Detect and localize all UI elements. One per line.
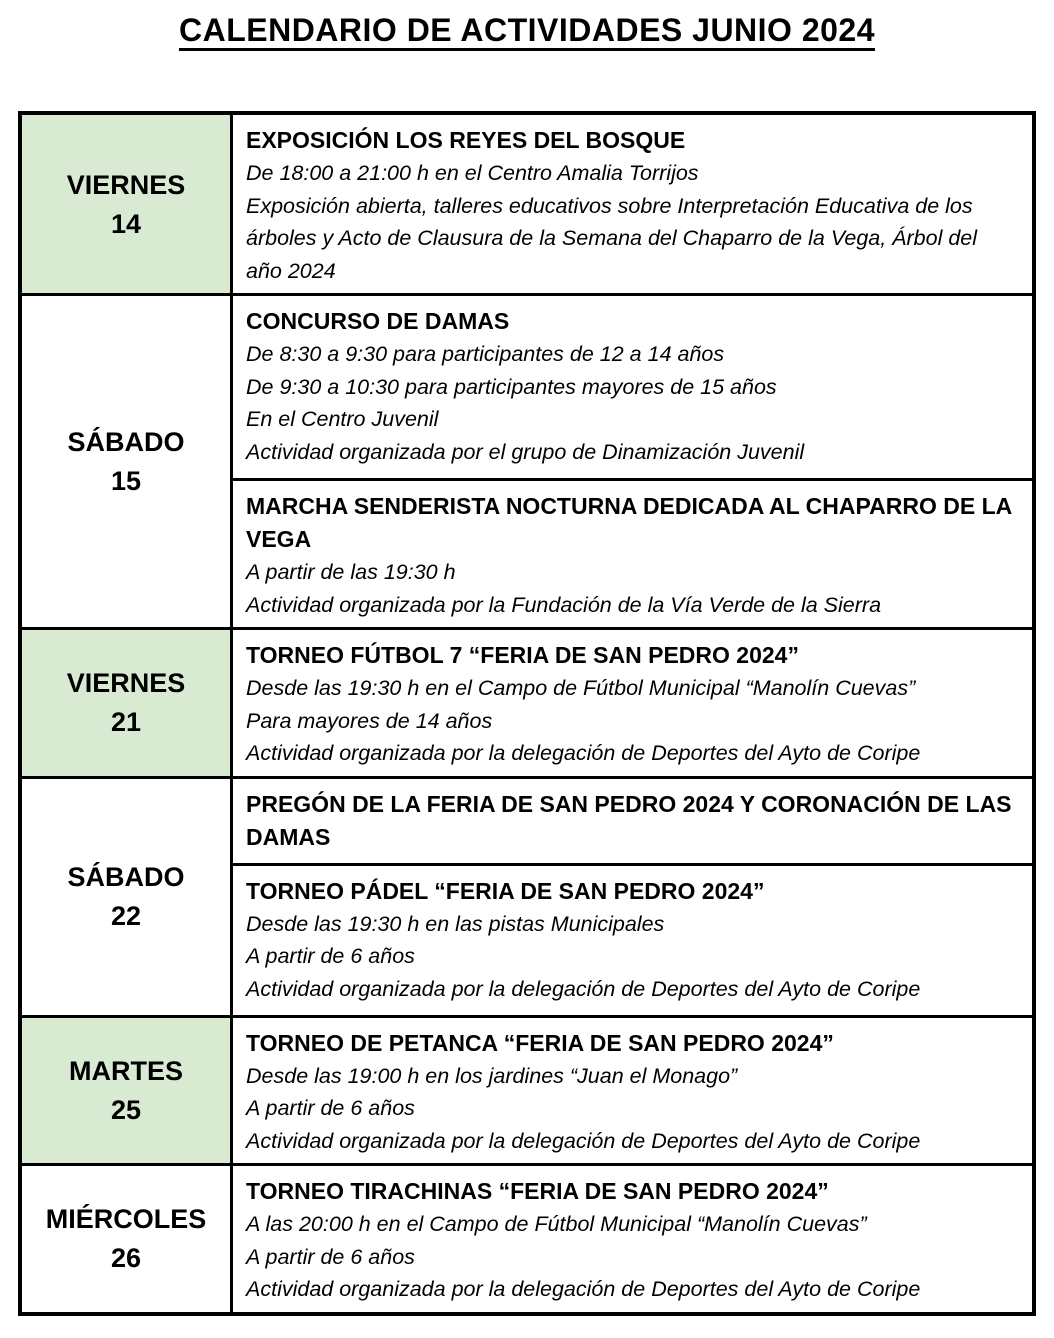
activity-title: MARCHA SENDERISTA NOCTURNA DEDICADA AL CHAPARRO DE LA VEGA: [246, 493, 1012, 552]
activity-detail: De 8:30 a 9:30 para participantes de 12 a 14 años: [246, 342, 725, 366]
day-number: 15: [110, 466, 142, 496]
activity-detail: Desde las 19:30 h en el Campo de Fútbol Municipal “Manolín Cuevas”: [246, 676, 916, 700]
day-cell: [22, 630, 233, 776]
day-cell: [22, 115, 233, 293]
day-number: 22: [110, 901, 142, 931]
day-name: VIERNES: [66, 169, 186, 200]
day-number: 26: [110, 1243, 142, 1274]
activity-detail: Exposición abierta, talleres educativos sobre Interpretación Educativa de los árboles y Acto de Clausura de la Semana del Chaparro de la Vega, Árbol del año 2024: [246, 193, 978, 283]
day-number: 21: [110, 707, 142, 738]
activity-cell: [233, 863, 1032, 1015]
activity-detail: Actividad organizada por la delegación de Deportes del Ayto de Coripe: [246, 976, 921, 1001]
activity-title: EXPOSICIÓN LOS REYES DEL BOSQUE: [246, 127, 686, 153]
day-cell: [22, 779, 233, 1015]
activity-cell: [233, 478, 1032, 627]
activities-column: [233, 1018, 1032, 1164]
table-row: [22, 776, 1032, 1015]
activity-detail: Actividad organizada por la delegación de Deportes del Ayto de Coripe: [246, 741, 921, 765]
table-row: [22, 1015, 1032, 1164]
activity-title: TORNEO FÚTBOL 7 “FERIA DE SAN PEDRO 2024”: [246, 642, 799, 668]
activity-title: PREGÓN DE LA FERIA DE SAN PEDRO 2024 Y CORONACIÓN DE LAS DAMAS: [246, 790, 1012, 850]
activity-title: TORNEO PÁDEL “FERIA DE SAN PEDRO 2024”: [246, 877, 765, 904]
day-name: SÁBADO: [67, 862, 185, 892]
activity-detail: A partir de 6 años: [246, 944, 415, 968]
activity-title: TORNEO DE PETANCA “FERIA DE SAN PEDRO 2024”: [246, 1029, 834, 1056]
day-cell: [22, 1166, 233, 1312]
activity-detail: Actividad organizada por el grupo de Dinamización Juvenil: [246, 439, 805, 464]
activities-column: [233, 1166, 1032, 1312]
activities-column: [233, 779, 1032, 1015]
day-number: 14: [110, 208, 142, 239]
table-row: [22, 293, 1032, 627]
activity-detail: A partir de 6 años: [246, 1096, 415, 1120]
day-name: MIÉRCOLES: [45, 1204, 207, 1235]
table-row: [22, 627, 1032, 776]
activity-detail: A partir de 6 años: [246, 1244, 415, 1269]
activity-title: CONCURSO DE DAMAS: [246, 308, 510, 334]
activity-detail: De 9:30 a 10:30 para participantes mayores de 15 años: [246, 374, 777, 399]
activity-cell: [233, 779, 1032, 863]
day-name: MARTES: [69, 1055, 183, 1086]
activity-detail: Para mayores de 14 años: [246, 708, 493, 733]
table-row: [22, 1163, 1032, 1312]
activity-cell: [233, 1018, 1032, 1164]
activities-column: [233, 115, 1032, 293]
activity-cell: [233, 296, 1032, 478]
activity-detail: A las 20:00 h en el Campo de Fútbol Municipal “Manolín Cuevas”: [246, 1212, 867, 1236]
table-row: [22, 115, 1032, 293]
activity-detail: Desde las 19:30 h en las pistas Municipales: [246, 911, 665, 936]
activity-cell: [233, 1166, 1032, 1312]
day-cell: [22, 296, 233, 627]
activity-detail: Actividad organizada por la delegación de Deportes del Ayto de Coripe: [246, 1277, 921, 1301]
activity-detail: Actividad organizada por la Fundación de la Vía Verde de la Sierra: [246, 592, 882, 617]
activities-table: [18, 111, 1036, 1316]
activity-title: TORNEO TIRACHINAS “FERIA DE SAN PEDRO 2024”: [246, 1178, 829, 1204]
page-title: CALENDARIO DE ACTIVIDADES JUNIO 2024: [178, 12, 876, 48]
day-number: 25: [110, 1094, 142, 1125]
activity-detail: En el Centro Juvenil: [246, 407, 439, 431]
day-name: SÁBADO: [67, 427, 185, 457]
day-name: VIERNES: [66, 668, 186, 699]
activities-column: [233, 630, 1032, 776]
activity-detail: Actividad organizada por la delegación de Deportes del Ayto de Coripe: [246, 1128, 921, 1153]
activity-detail: Desde las 19:00 h en los jardines “Juan el Monago”: [246, 1063, 738, 1088]
activity-cell: [233, 115, 1032, 293]
activity-detail: De 18:00 a 21:00 h en el Centro Amalia Torrijos: [246, 161, 699, 185]
activity-detail: A partir de las 19:30 h: [246, 560, 456, 584]
activities-column: [233, 296, 1032, 627]
day-cell: [22, 1018, 233, 1164]
activity-cell: [233, 630, 1032, 776]
